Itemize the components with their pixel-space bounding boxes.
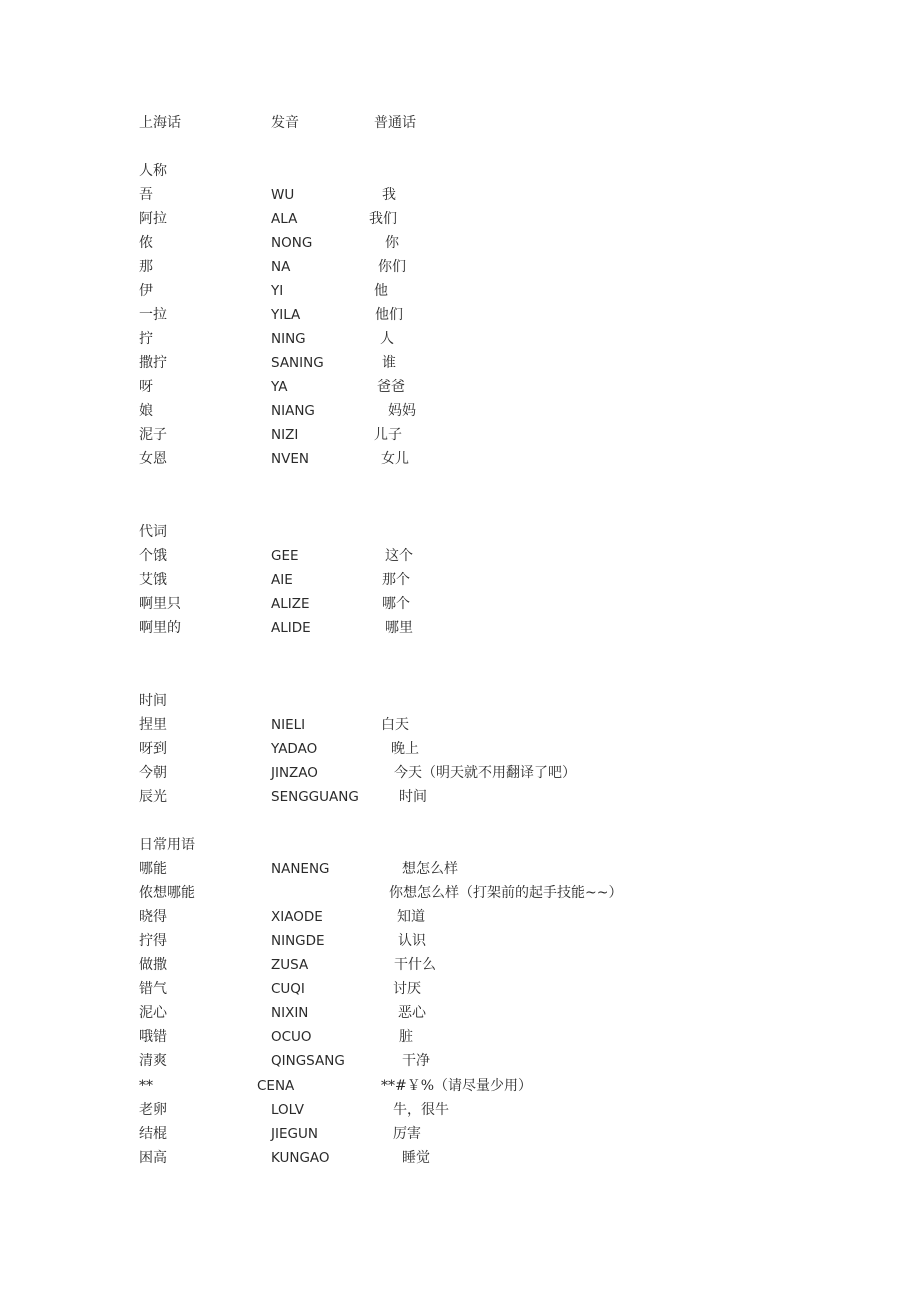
pronunciation: YILA <box>271 307 301 323</box>
vocab-row <box>0 716 920 740</box>
pronunciation: LOLV <box>271 1102 304 1118</box>
mandarin-word: 女儿 <box>381 451 409 467</box>
pronunciation: XIAODE <box>271 909 323 925</box>
pronunciation: NIXIN <box>271 1005 309 1021</box>
vocab-row <box>0 884 920 908</box>
section-title <box>0 523 920 547</box>
shanghainese-word: 清爽 <box>139 1053 167 1069</box>
section-title-text: 代词 <box>139 524 167 540</box>
vocab-row <box>0 234 920 258</box>
mandarin-word: 认识 <box>398 933 426 949</box>
shanghainese-word: 困高 <box>139 1150 167 1166</box>
mandarin-word: 儿子 <box>374 427 402 443</box>
mandarin-word: 人 <box>380 331 394 347</box>
pronunciation: YADAO <box>271 741 318 757</box>
vocab-row <box>0 1052 920 1076</box>
pronunciation: SENGGUANG <box>271 789 359 805</box>
pronunciation: JINZAO <box>271 765 318 781</box>
vocab-row <box>0 450 920 474</box>
header-mandarin: 普通话 <box>374 115 416 131</box>
pronunciation: AIE <box>271 572 293 588</box>
vocab-row <box>0 908 920 932</box>
vocab-row <box>0 1125 920 1149</box>
pronunciation: YI <box>271 283 284 299</box>
mandarin-word: 恶心 <box>398 1005 426 1021</box>
pronunciation: NA <box>271 259 291 275</box>
shanghainese-word: 泥心 <box>139 1005 167 1021</box>
shanghainese-word: 阿拉 <box>139 211 167 227</box>
vocab-row <box>0 571 920 595</box>
mandarin-word: 晚上 <box>391 741 419 757</box>
section-title-text: 时间 <box>139 693 167 709</box>
mandarin-word: 知道 <box>397 909 425 925</box>
pronunciation: NANENG <box>271 861 330 877</box>
shanghainese-word: 女恩 <box>139 451 167 467</box>
shanghainese-word: 侬想哪能 <box>139 885 195 901</box>
pronunciation: YA <box>271 379 288 395</box>
pronunciation: NONG <box>271 235 313 251</box>
pronunciation: NING <box>271 331 306 347</box>
shanghainese-word: 晓得 <box>139 909 167 925</box>
vocab-row <box>0 932 920 956</box>
section-title-text: 日常用语 <box>139 837 195 853</box>
vocab-row <box>0 1149 920 1173</box>
section-title <box>0 162 920 186</box>
mandarin-word: 睡觉 <box>402 1150 430 1166</box>
mandarin-word: 哪个 <box>382 596 410 612</box>
shanghainese-word: 泥子 <box>139 427 167 443</box>
shanghainese-word: 今朝 <box>139 765 167 781</box>
pronunciation: NINGDE <box>271 933 325 949</box>
mandarin-word: 你们 <box>378 259 406 275</box>
shanghainese-word: 老卵 <box>139 1102 167 1118</box>
pronunciation: NIZI <box>271 427 299 443</box>
shanghainese-word: 伊 <box>139 283 153 299</box>
shanghainese-word: 辰光 <box>139 789 167 805</box>
mandarin-word: 今天（明天就不用翻译了吧） <box>394 765 576 781</box>
vocab-row <box>0 330 920 354</box>
shanghainese-word: 呀 <box>139 379 153 395</box>
table-header <box>0 114 920 138</box>
mandarin-word: 厉害 <box>393 1126 421 1142</box>
pronunciation: WU <box>271 187 295 203</box>
vocab-row <box>0 764 920 788</box>
pronunciation: QINGSANG <box>271 1053 345 1069</box>
vocab-row <box>0 1077 920 1101</box>
pronunciation: JIEGUN <box>271 1126 318 1142</box>
pronunciation: ALIDE <box>271 620 311 636</box>
shanghainese-word: 错气 <box>139 981 167 997</box>
pronunciation: ALA <box>271 211 298 227</box>
mandarin-word: 你 <box>385 235 399 251</box>
shanghainese-word: 哦错 <box>139 1029 167 1045</box>
pronunciation: CENA <box>257 1078 295 1094</box>
pronunciation: NIELI <box>271 717 306 733</box>
vocab-row <box>0 1101 920 1125</box>
shanghainese-word: 吾 <box>139 187 153 203</box>
shanghainese-word: ** <box>139 1078 153 1094</box>
vocab-row <box>0 980 920 1004</box>
header-pronunciation: 发音 <box>271 115 299 131</box>
vocab-row <box>0 619 920 643</box>
mandarin-word: 哪里 <box>385 620 413 636</box>
pronunciation: ALIZE <box>271 596 310 612</box>
mandarin-word: 爸爸 <box>377 379 405 395</box>
vocab-row <box>0 378 920 402</box>
mandarin-word: 脏 <box>399 1029 413 1045</box>
pronunciation: OCUO <box>271 1029 312 1045</box>
mandarin-word: 白天 <box>381 717 409 733</box>
vocab-row <box>0 426 920 450</box>
vocab-row <box>0 258 920 282</box>
section-title <box>0 836 920 860</box>
pronunciation: CUQI <box>271 981 305 997</box>
mandarin-word: 时间 <box>399 789 427 805</box>
shanghainese-word: 娘 <box>139 403 153 419</box>
header-shanghainese: 上海话 <box>139 115 181 131</box>
mandarin-word: 想怎么样 <box>402 861 458 877</box>
pronunciation: NVEN <box>271 451 309 467</box>
shanghainese-word: 啊里只 <box>139 596 181 612</box>
vocab-row <box>0 1028 920 1052</box>
shanghainese-word: 拧得 <box>139 933 167 949</box>
section-title-text: 人称 <box>139 163 167 179</box>
mandarin-word: 讨厌 <box>393 981 421 997</box>
mandarin-word: 他们 <box>375 307 403 323</box>
shanghainese-word: 个饿 <box>139 548 167 564</box>
pronunciation: NIANG <box>271 403 315 419</box>
pronunciation: KUNGAO <box>271 1150 330 1166</box>
vocab-row <box>0 306 920 330</box>
pronunciation: GEE <box>271 548 299 564</box>
shanghainese-word: 哪能 <box>139 861 167 877</box>
section-title <box>0 692 920 716</box>
mandarin-word: 干什么 <box>394 957 436 973</box>
vocab-row <box>0 547 920 571</box>
mandarin-word: 我 <box>382 187 396 203</box>
shanghainese-word: 呀到 <box>139 741 167 757</box>
mandarin-word: 谁 <box>382 355 396 371</box>
shanghainese-word: 捏里 <box>139 717 167 733</box>
mandarin-word: 这个 <box>385 548 413 564</box>
mandarin-word: 他 <box>374 283 388 299</box>
mandarin-word: **#￥%（请尽量少用） <box>381 1078 533 1094</box>
mandarin-word: 牛，很牛 <box>393 1102 449 1118</box>
mandarin-word: 你想怎么样（打架前的起手技能~~） <box>389 885 623 901</box>
mandarin-word: 那个 <box>382 572 410 588</box>
shanghainese-word: 结棍 <box>139 1126 167 1142</box>
vocab-row <box>0 210 920 234</box>
shanghainese-word: 拧 <box>139 331 153 347</box>
shanghainese-word: 撒拧 <box>139 355 167 371</box>
vocab-row <box>0 402 920 426</box>
vocab-row <box>0 1004 920 1028</box>
mandarin-word: 干净 <box>402 1053 430 1069</box>
vocab-row <box>0 788 920 812</box>
pronunciation: SANING <box>271 355 324 371</box>
vocab-row <box>0 354 920 378</box>
shanghainese-word: 艾饿 <box>139 572 167 588</box>
vocab-row <box>0 186 920 210</box>
vocab-row <box>0 740 920 764</box>
pronunciation: ZUSA <box>271 957 309 973</box>
shanghainese-word: 那 <box>139 259 153 275</box>
shanghainese-word: 做撒 <box>139 957 167 973</box>
vocab-row <box>0 860 920 884</box>
shanghainese-word: 一拉 <box>139 307 167 323</box>
vocab-row <box>0 595 920 619</box>
shanghainese-word: 侬 <box>139 235 153 251</box>
shanghainese-word: 啊里的 <box>139 620 181 636</box>
mandarin-word: 妈妈 <box>388 403 416 419</box>
vocab-row <box>0 282 920 306</box>
vocab-row <box>0 956 920 980</box>
mandarin-word: 我们 <box>369 211 397 227</box>
